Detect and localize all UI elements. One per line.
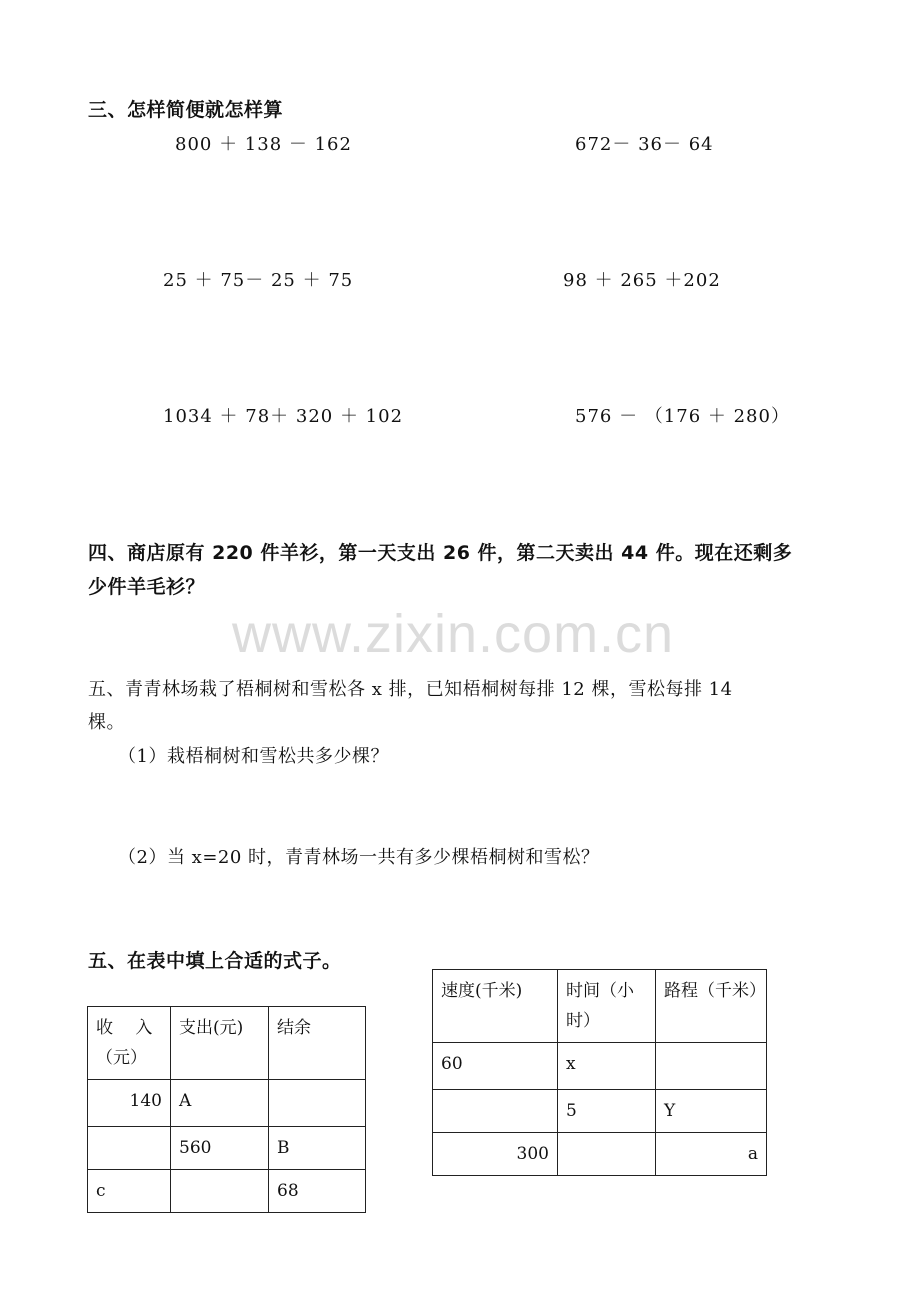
table2-cell: 5 [558, 1090, 656, 1133]
table1-header-expense: 支出(元) [171, 1007, 269, 1080]
table1-cell: 560 [171, 1127, 269, 1170]
table1-cell: c [88, 1170, 171, 1213]
section5b-title: 五、在表中填上合适的式子。 [88, 950, 342, 972]
expression-4: 98 ＋ 265 ＋202 [563, 270, 721, 291]
section3-title: 三、怎样简便就怎样算 [88, 99, 284, 121]
section5a-line2: 棵。 [88, 712, 125, 733]
table2-cell [558, 1133, 656, 1176]
table2-cell: a [656, 1133, 767, 1176]
table1-cell [171, 1170, 269, 1213]
question-2: （2）当 x=20 时，青青林场一共有多少棵梧桐树和雪松？ [118, 847, 600, 868]
expression-1: 800 ＋ 138 － 162 [175, 134, 352, 155]
section5a-line1: 五、青青林场栽了梧桐树和雪松各 x 排，已知梧桐树每排 12 棵，雪松每排 14 [88, 679, 733, 700]
table2-cell: 300 [433, 1133, 558, 1176]
table1-header-balance: 结余 [269, 1007, 366, 1080]
question-1: （1）栽梧桐树和雪松共多少棵？ [118, 746, 389, 767]
watermark: www.zixin.com.cn [232, 604, 675, 664]
section4-line1: 四、商店原有 220 件羊衫，第一天支出 26 件，第二天卖出 44 件。现在还剩多 [88, 542, 793, 564]
speed-table [432, 969, 767, 1176]
table2-header-speed: 速度(千米) [433, 970, 558, 1043]
expression-6: 576 － （176 ＋ 280） [575, 406, 790, 427]
table2-cell: x [558, 1043, 656, 1090]
table1-cell [88, 1127, 171, 1170]
table2-header-distance: 路程（千米） [656, 970, 767, 1043]
table1-cell: B [269, 1127, 366, 1170]
expression-2: 672－ 36－ 64 [575, 134, 714, 155]
table1-cell: 68 [269, 1170, 366, 1213]
expression-5: 1034 ＋ 78＋ 320 ＋ 102 [163, 406, 404, 427]
table2-cell: Y [656, 1090, 767, 1133]
table2-cell [656, 1043, 767, 1090]
table1-cell [269, 1080, 366, 1127]
table2-cell: 60 [433, 1043, 558, 1090]
section4-line2: 少件羊毛衫？ [88, 576, 206, 598]
table1-header-income: 收 入（元） [88, 1007, 171, 1080]
table1-cell: A [171, 1080, 269, 1127]
expression-3: 25 ＋ 75－ 25 ＋ 75 [163, 270, 354, 291]
income-table [87, 1006, 366, 1213]
table2-header-time: 时间（小时） [558, 970, 656, 1043]
table1-cell: 140 [88, 1080, 171, 1127]
table2-cell [433, 1090, 558, 1133]
